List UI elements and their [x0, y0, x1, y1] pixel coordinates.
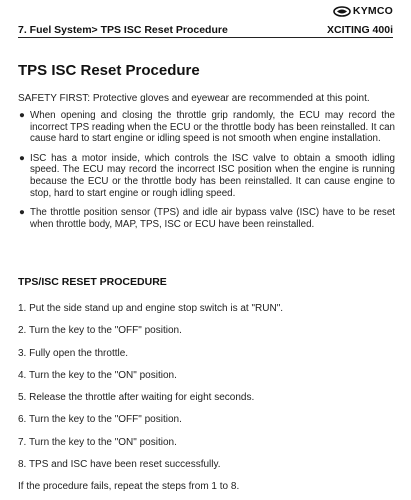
- info-bullet: [18, 207, 395, 230]
- info-bullet: [18, 153, 395, 199]
- bullet-text: When opening and closing the throttle grip randomly, the ECU may record the incorrect TPS reading when the ECU or the throttle body has been reinstalled. It can cause hard to start engine or idling speed is not smooth when engine installation.: [30, 110, 395, 145]
- procedure-step: 3. Fully open the throttle.: [18, 347, 129, 359]
- kymco-wing-logo-icon: [333, 6, 351, 17]
- safety-note: SAFETY FIRST: Protective gloves and eyewear are recommended at this point.: [18, 93, 370, 104]
- page-title: TPS ISC Reset Procedure: [18, 62, 200, 79]
- brand-name: KYMCO: [352, 5, 393, 17]
- bullet-dot-icon: ●: [19, 152, 25, 164]
- section-breadcrumb: 7. Fuel System> TPS ISC Reset Procedure: [18, 24, 228, 36]
- procedure-step: 5. Release the throttle after waiting for eight seconds.: [18, 392, 255, 404]
- info-bullet-list: [18, 110, 395, 238]
- procedure-step: 7. Turn the key to the "ON" position.: [18, 436, 177, 448]
- procedure-step: 2. Turn the key to the "OFF" position.: [18, 325, 182, 337]
- procedure-step: 1. Put the side stand up and engine stop switch is at "RUN".: [18, 303, 284, 314]
- bullet-dot-icon: ●: [19, 110, 25, 121]
- header-divider: [18, 37, 393, 38]
- info-bullet: [18, 110, 395, 145]
- retry-note: If the procedure fails, repeat the steps from 1 to 8.: [18, 481, 240, 492]
- procedure-step: 8. TPS and ISC have been reset successfully.: [18, 459, 221, 471]
- bullet-text: The throttle position sensor (TPS) and idle air bypass valve (ISC) have to be reset when throttle body, MAP, TPS, ISC or ECU have been reinstalled.: [30, 207, 395, 230]
- bullet-text: ISC has a motor inside, which controls the ISC valve to obtain a smooth idling speed. The ECU may record the incorrect ISC position when the engine is running because the ECU or the throttle body has been reinstalled. It can cause engine to stop, hard to start engine or rough idling speed.: [30, 152, 395, 199]
- procedure-step-list: [18, 303, 283, 481]
- model-name: XCITING 400i: [327, 24, 393, 36]
- bullet-dot-icon: ●: [19, 207, 25, 219]
- procedure-step: 6. Turn the key to the "OFF" position.: [18, 414, 182, 426]
- procedure-step: 4. Turn the key to the "ON" position.: [18, 369, 177, 381]
- kymco-logo: [333, 4, 393, 18]
- page-header: [18, 21, 393, 36]
- procedure-heading: TPS/ISC RESET PROCEDURE: [18, 276, 167, 288]
